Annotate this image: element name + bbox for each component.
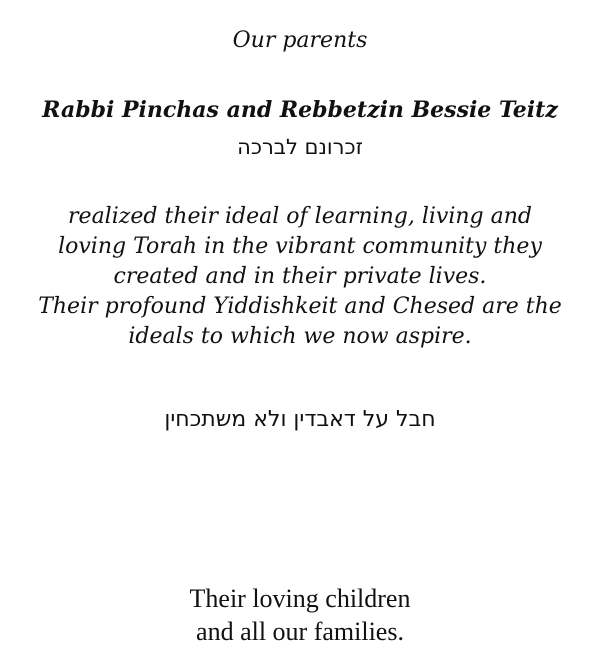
body-line-5: ideals to which we now aspire. bbox=[128, 324, 472, 349]
body-line-2: loving Torah in the vibrant community they bbox=[58, 234, 542, 259]
hebrew-saying: חבל על דאבדין ולא משתכחין bbox=[164, 407, 436, 432]
body-line-3: created and in their private lives. bbox=[113, 264, 487, 289]
closing-line-2: and all our families. bbox=[196, 617, 404, 646]
hebrew-blessing: זכרונם לברכה bbox=[237, 135, 363, 159]
body-line-4: Their profound Yiddishkeit and Chesed are the bbox=[38, 294, 562, 319]
intro-text: Our parents bbox=[232, 28, 368, 53]
closing-line-1: Their loving children bbox=[189, 584, 411, 613]
parents-names: Rabbi Pinchas and Rebbetzin Bessie Teitz bbox=[42, 97, 558, 123]
body-line-1: realized their ideal of learning, living and bbox=[68, 204, 532, 229]
